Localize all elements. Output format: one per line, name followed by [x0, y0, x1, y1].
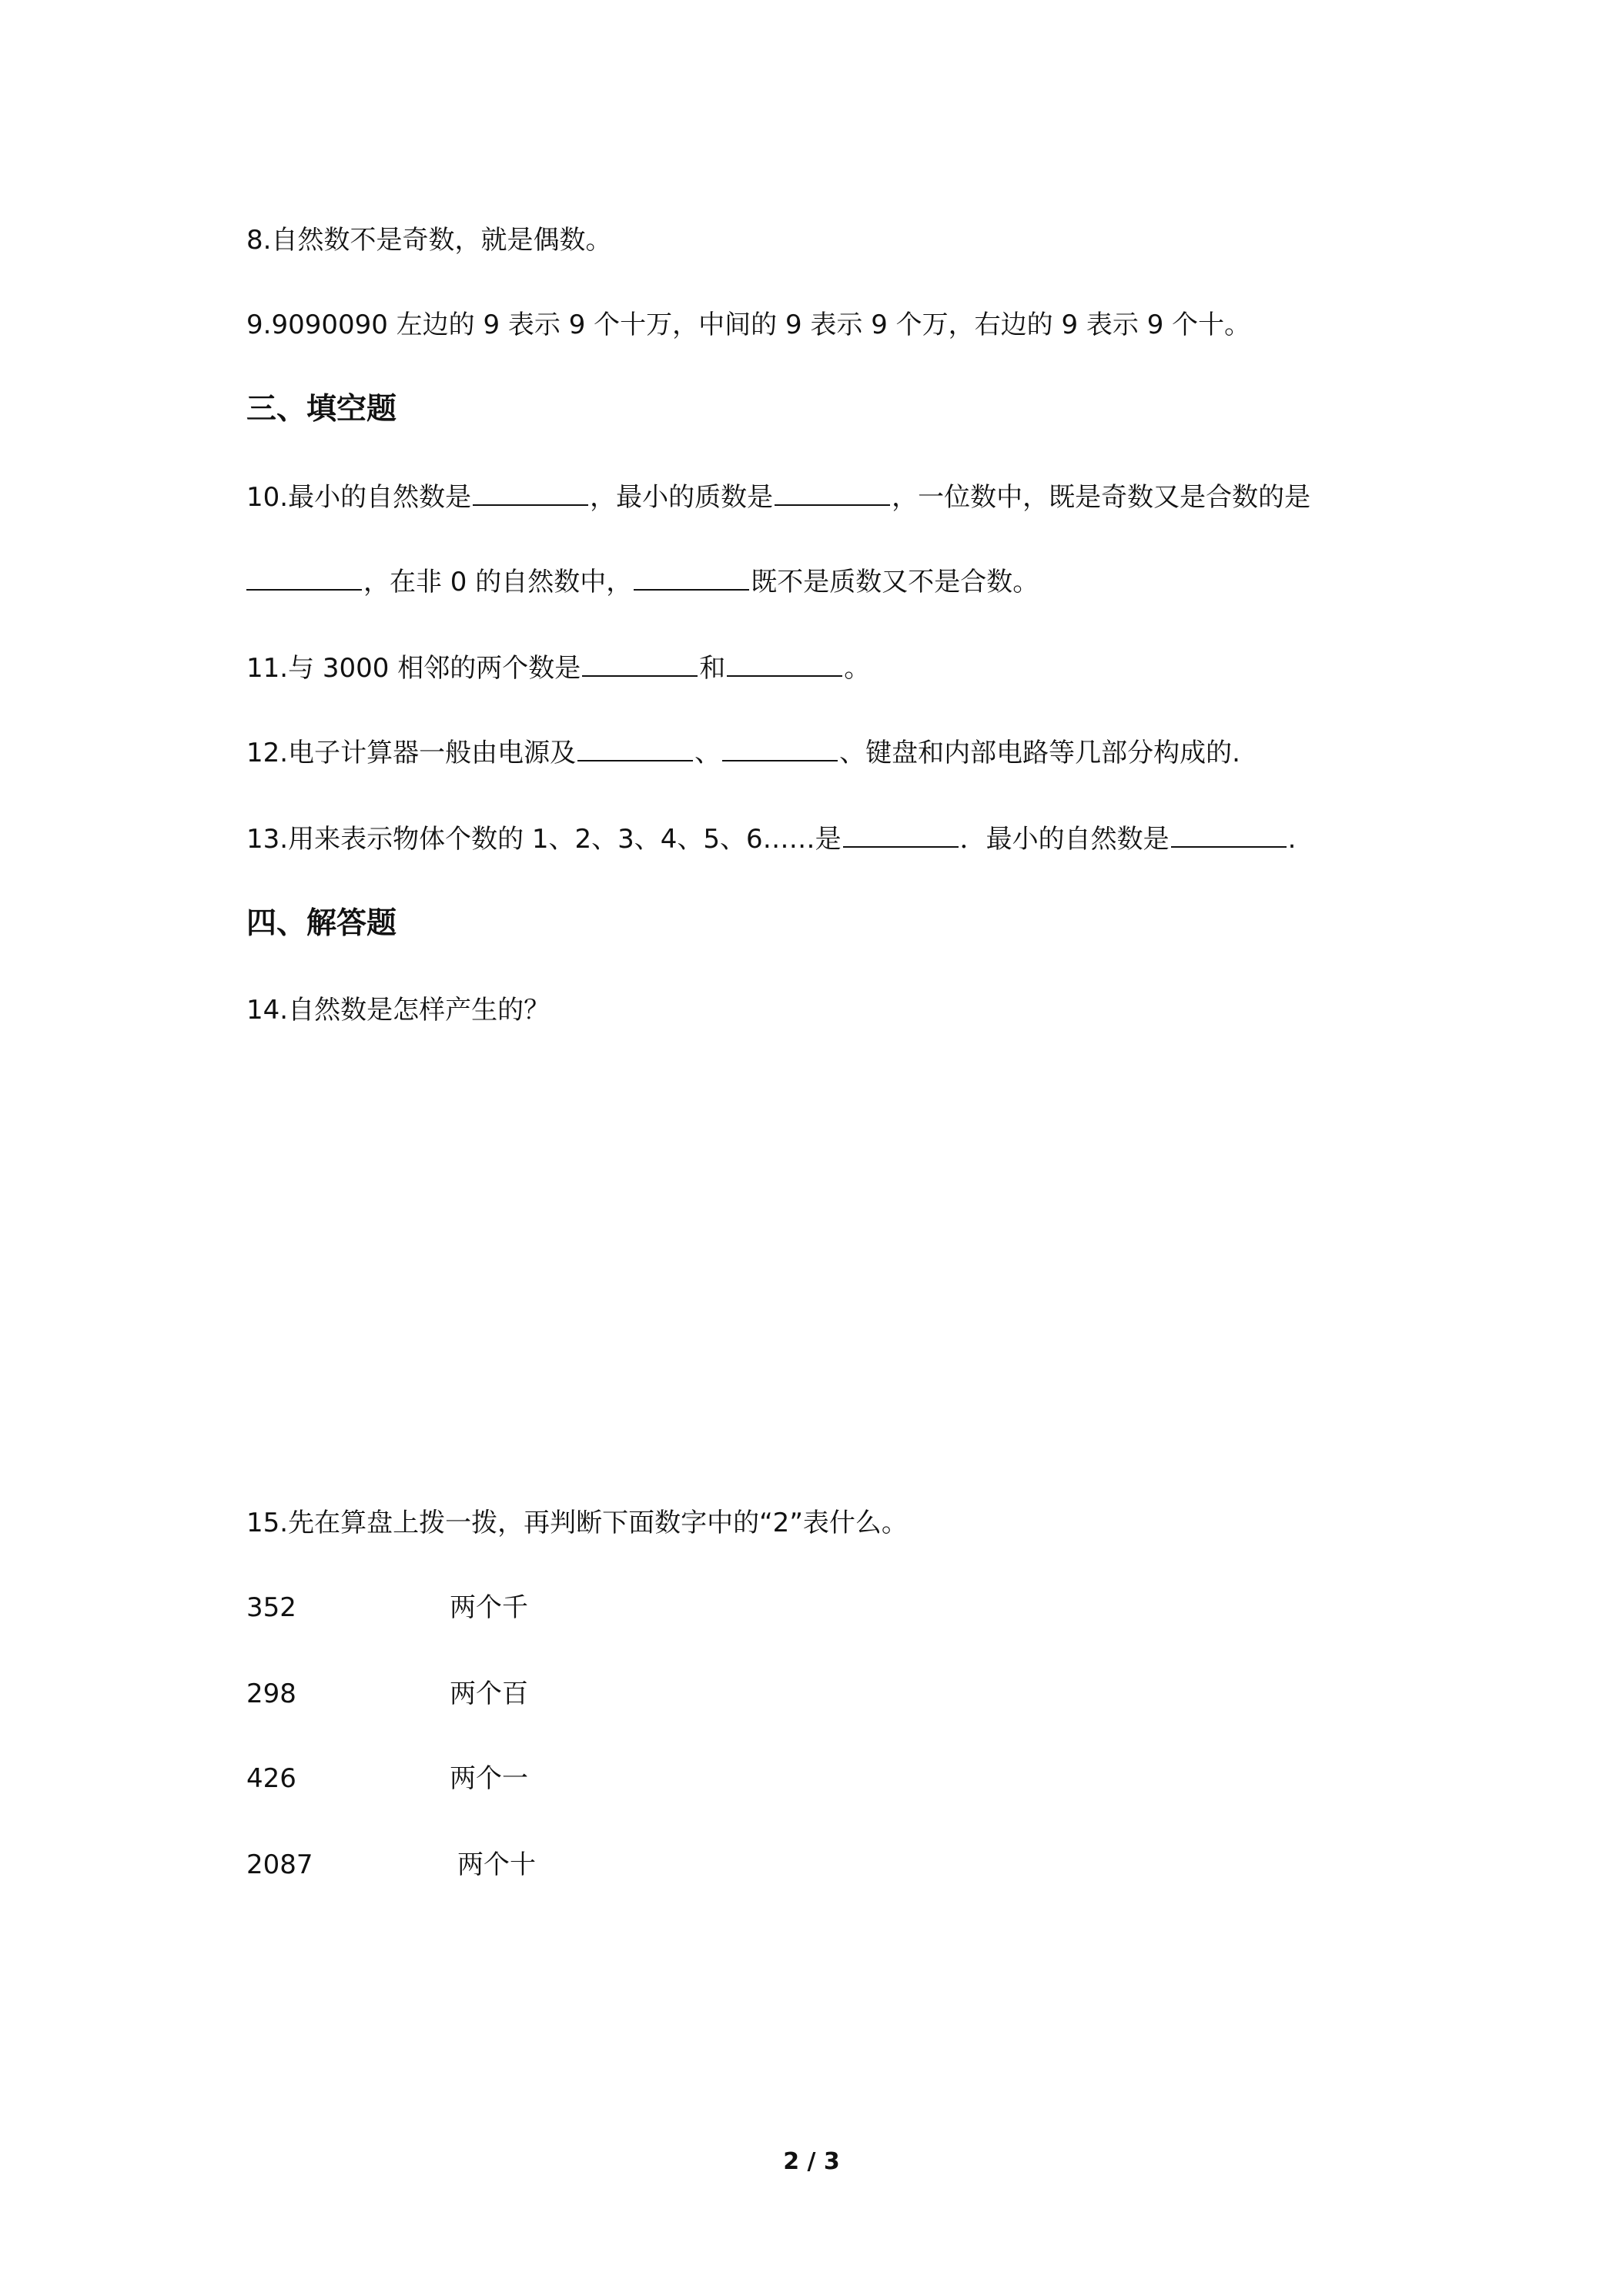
question-12: [246, 736, 1240, 770]
question-8: [246, 223, 611, 257]
question-9: [246, 308, 1250, 342]
question-10-part-e: 既不是质数又不是合数。: [751, 567, 1039, 597]
question-10-part-c: ，一位数中，既是奇数又是合数的是: [892, 482, 1311, 513]
answer-blank[interactable]: [722, 737, 838, 761]
section-heading-answer: [246, 905, 397, 942]
meaning-value: 两个千: [450, 1592, 528, 1623]
answer-blank[interactable]: [843, 823, 959, 848]
question-13-part-c: .: [1287, 824, 1297, 855]
meaning-value: 两个百: [450, 1678, 528, 1709]
answer-blank[interactable]: [582, 652, 698, 677]
question-12-part-c: 、键盘和内部电路等几部分构成的.: [839, 738, 1240, 768]
question-10-part-b: ，最小的质数是: [590, 482, 774, 513]
section-heading-fill-in: [246, 391, 397, 428]
answer-blank[interactable]: [473, 481, 588, 506]
question-10-part-d: ，在非 0 的自然数中，: [363, 567, 633, 597]
answer-blank[interactable]: [246, 566, 362, 591]
question-10-line-2: [246, 565, 1039, 599]
answer-blank[interactable]: [1171, 823, 1287, 848]
section-heading-fill-in-text: 三、填空题: [246, 392, 397, 427]
question-15-text: 15.先在算盘上拨一拨，再判断下面数字中的“2”表什么。: [246, 1508, 908, 1538]
answer-blank[interactable]: [577, 737, 693, 761]
question-13-part-b: ．最小的自然数是: [959, 824, 1170, 855]
question-12-part-b: 、: [694, 738, 721, 768]
number-value: 2087: [246, 1849, 313, 1880]
question-11: [246, 651, 870, 685]
section-heading-answer-text: 四、解答题: [246, 906, 397, 941]
number-value: 298: [246, 1678, 296, 1709]
question-10-line-1: [246, 480, 1310, 514]
meaning-value: 两个一: [450, 1763, 528, 1794]
question-8-text: 8.自然数不是奇数，就是偶数。: [246, 225, 612, 256]
answer-blank[interactable]: [775, 481, 890, 506]
number-value: 426: [246, 1763, 296, 1794]
page-number: 2 / 3: [783, 2148, 840, 2175]
question-11-part-c: 。: [844, 653, 871, 684]
question-14: [246, 993, 550, 1027]
question-10-part-a: 10.最小的自然数是: [246, 482, 472, 513]
question-12-part-a: 12.电子计算器一般由电源及: [246, 738, 577, 768]
answer-blank[interactable]: [727, 652, 842, 677]
question-13: [246, 822, 1296, 856]
question-11-part-b: 和: [699, 653, 726, 684]
number-value: 352: [246, 1592, 296, 1623]
question-11-part-a: 11.与 3000 相邻的两个数是: [246, 653, 581, 684]
meaning-value: 两个十: [457, 1849, 536, 1880]
question-14-text: 14.自然数是怎样产生的？: [246, 995, 550, 1026]
question-15: [246, 1506, 908, 1540]
question-9-text: 9.9090090 左边的 9 表示 9 个十万，中间的 9 表示 9 个万，右边的 9 表示 9 个十。: [246, 310, 1251, 340]
answer-blank[interactable]: [634, 566, 749, 591]
question-13-part-a: 13.用来表示物体个数的 1、2、3、4、5、6……是: [246, 824, 842, 855]
